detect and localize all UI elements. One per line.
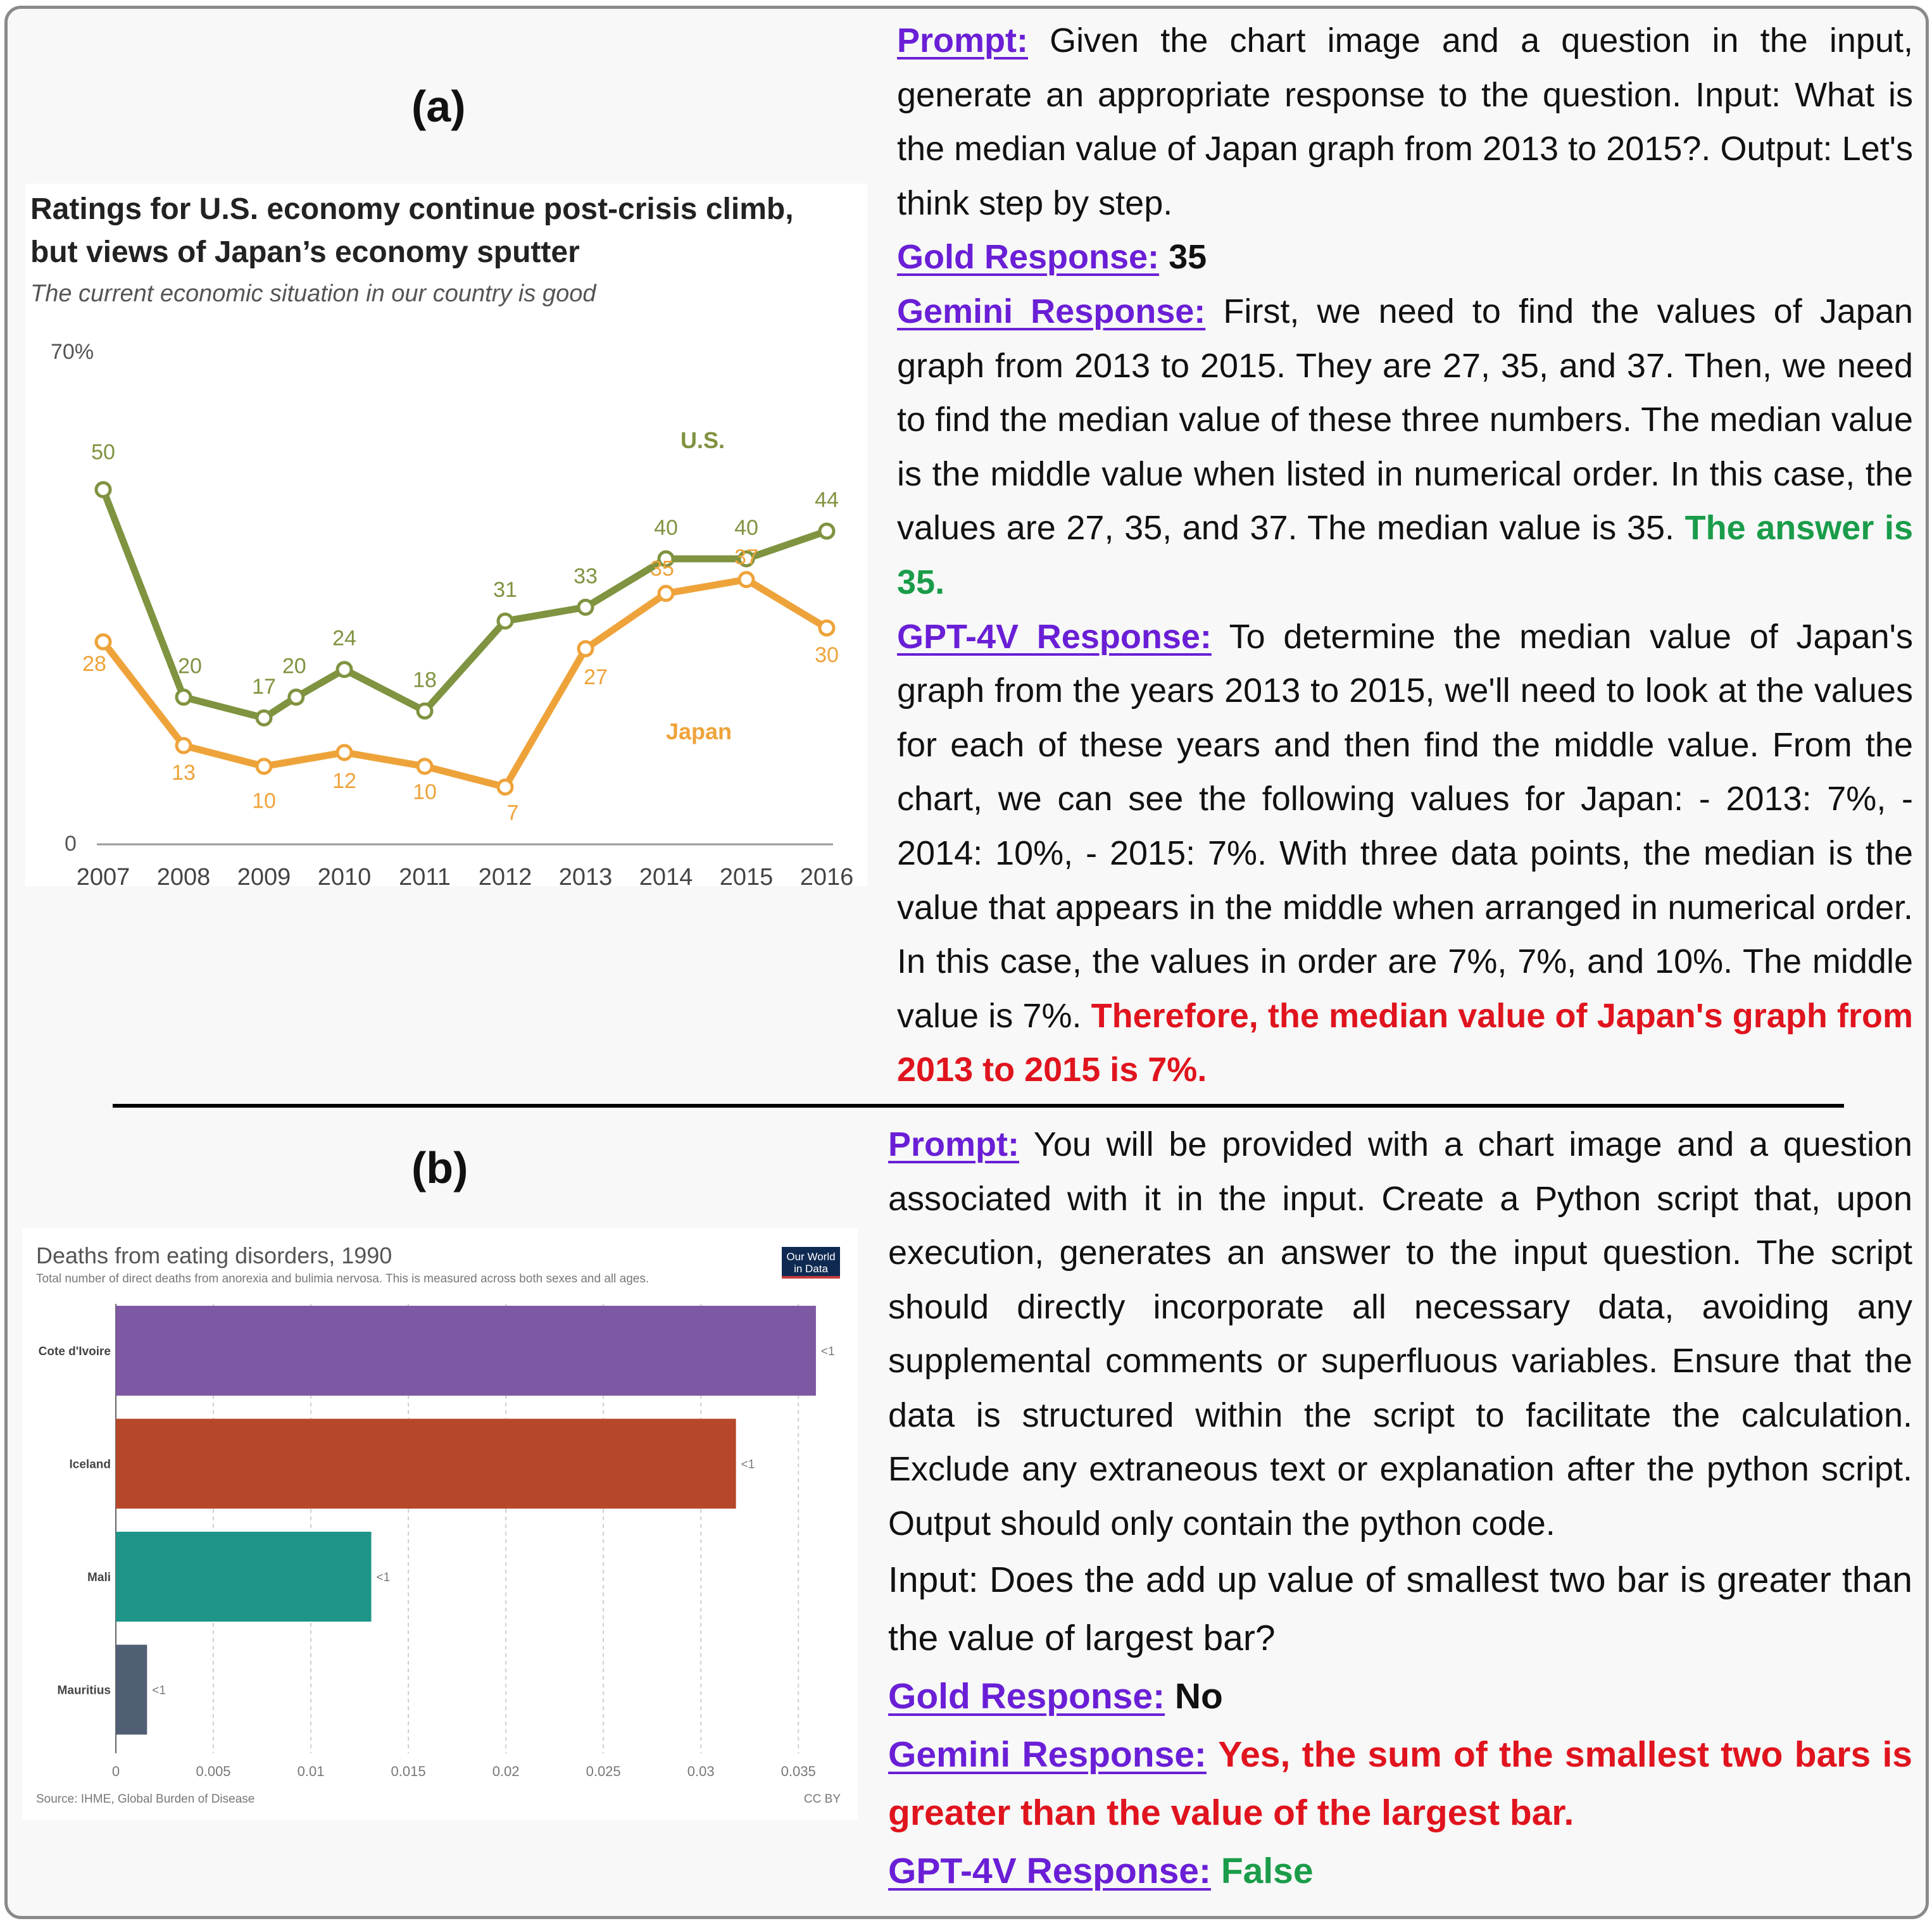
data-point <box>337 663 351 677</box>
panel-a-text <box>897 14 1913 1098</box>
x-tick-label: 2010 <box>317 864 372 886</box>
x-tick-label: 0.025 <box>586 1763 621 1779</box>
data-label: 27 <box>584 665 608 689</box>
panel-b-gemini-label: Gemini Response: <box>888 1734 1207 1775</box>
panel-b-label: (b) <box>411 1143 468 1192</box>
bar-value-label: <1 <box>376 1571 391 1584</box>
y-tick-label-top: 70% <box>51 340 94 364</box>
data-point <box>418 760 432 773</box>
chart-b-title: Deaths from eating disorders, 1990 <box>36 1242 392 1268</box>
panel-b-prompt-label: Prompt: <box>888 1125 1019 1163</box>
panel-a-gold-label: Gold Response: <box>897 238 1160 277</box>
data-label: 33 <box>574 564 598 589</box>
data-point <box>659 587 673 601</box>
data-point <box>820 524 834 538</box>
x-tick-label: 0.01 <box>297 1763 325 1779</box>
panel-a-gpt-answer: Therefore, the median value of Japan's graph from 2013 to 2015 is 7%. <box>897 996 1913 1089</box>
japan-us-line-chart <box>25 184 867 886</box>
bar-value-label: <1 <box>820 1345 835 1358</box>
panel-a-gemini-text: First, we need to find the values of Japan graph from 2013 to 2015. They are 27, 35, and 37. Then, we need to find the median value of these three numbers. The median value is the middle value when listed in numerical order. In this case, the values are 27, 35, and 37. The median value is 35. <box>897 292 1914 548</box>
x-tick-label: 2013 <box>558 864 613 886</box>
data-label: 10 <box>252 789 276 813</box>
x-tick-label: 0.02 <box>492 1763 520 1779</box>
bar-value-label: <1 <box>741 1458 755 1472</box>
y-tick-label-bottom: 0 <box>65 832 77 856</box>
data-label: 44 <box>815 488 839 513</box>
data-label: 13 <box>172 760 196 785</box>
source-note: Source: IHME, Global Burden of Disease <box>36 1793 255 1806</box>
data-point <box>739 573 753 587</box>
bar <box>116 1645 147 1735</box>
data-label: 31 <box>493 578 517 603</box>
x-tick-label: 2011 <box>399 864 451 886</box>
panel-b-gpt-text: False <box>1220 1851 1314 1891</box>
logo-line2: in Data <box>794 1263 828 1275</box>
data-point <box>337 746 351 760</box>
panel-divider <box>113 1104 1844 1108</box>
bar <box>116 1419 736 1509</box>
panel-b-input: Input: Does the add up value of smallest two bar is greater than the value of largest bar? <box>888 1560 1912 1658</box>
logo-line1: Our World <box>786 1251 836 1263</box>
x-tick-label: 0.035 <box>781 1763 816 1779</box>
category-label: Iceland <box>69 1458 111 1472</box>
data-point <box>579 642 593 656</box>
data-label: 20 <box>282 654 306 679</box>
x-tick-label: 2008 <box>156 864 211 886</box>
bar-value-label: <1 <box>152 1684 166 1698</box>
panel-a-prompt-label: Prompt: <box>897 22 1028 59</box>
data-point <box>820 621 834 635</box>
data-point <box>96 635 110 649</box>
data-label: 10 <box>413 780 437 804</box>
panel-b-gold-text: No <box>1174 1676 1223 1717</box>
bar <box>116 1532 372 1622</box>
data-point <box>257 760 271 773</box>
license-note: CC BY <box>803 1793 841 1806</box>
data-point <box>418 704 432 718</box>
panel-b-text <box>888 1118 1912 1900</box>
data-label: 7 <box>506 801 519 825</box>
data-label: 30 <box>815 643 839 668</box>
x-tick-label: 2014 <box>639 864 693 886</box>
panel-b-gpt-label: GPT-4V Response: <box>888 1851 1211 1891</box>
bar <box>116 1306 816 1396</box>
data-label: 18 <box>413 668 437 692</box>
legend-japan: Japan <box>666 718 732 744</box>
x-tick-label: 0 <box>111 1763 120 1779</box>
chart-a-title-line1: Ratings for U.S. economy continue post-crisis climb, <box>30 192 794 226</box>
data-label: 37 <box>734 545 758 570</box>
panel-a-label: (a) <box>411 82 466 131</box>
data-label: 40 <box>654 515 678 540</box>
panel-b-gold-label: Gold Response: <box>888 1676 1165 1717</box>
data-point <box>579 600 593 614</box>
panel-a-gpt-text: To determine the median value of Japan's graph from the years 2013 to 2015, we'll need to look at the values for each of these years and then find the middle value. From the chart, we can see the following values for Japan: - 2013: 7%, - 2014: 10%, - 2015: 7%. With three data points, the median is the value that appears in the middle when arranged in numerical order. In this case, the values in order are 7%, 7%, and 10%. The middle value is 7%. <box>897 617 1913 1035</box>
data-point <box>498 780 512 794</box>
panel-b-gemini-text: Yes, the sum of the smallest two bars is greater than the value of the largest bar. <box>888 1734 1912 1833</box>
x-tick-label: 2007 <box>76 864 130 886</box>
panel-a-gpt-label: GPT-4V Response: <box>897 617 1212 656</box>
data-label: 12 <box>332 768 356 793</box>
owid-logo <box>782 1247 840 1279</box>
data-label: 50 <box>91 440 115 465</box>
data-label: 28 <box>82 652 106 676</box>
panel-a-prompt-text: Given the chart image and a question in the input, generate an appropriate response to the question. Input: What is the median value of Japan graph from 2013 to 2015?. Output: Let's think step by step. <box>897 22 1913 222</box>
eating-disorders-bar-chart <box>22 1228 858 1820</box>
x-tick-label: 0.005 <box>196 1763 231 1779</box>
data-label: 35 <box>650 556 674 581</box>
x-tick-label: 0.03 <box>687 1763 715 1779</box>
x-tick-label: 0.015 <box>391 1763 426 1779</box>
chart-b-subtitle: Total number of direct deaths from anorexia and bulimia nervosa. This is measured across both sexes and all ages. <box>36 1272 649 1286</box>
x-tick-label: 2016 <box>800 864 854 886</box>
panel-a-gemini-label: Gemini Response: <box>897 292 1206 330</box>
x-tick-label: 2015 <box>719 864 774 886</box>
panel-a-gold-text: 35 <box>1169 238 1207 277</box>
data-label: 40 <box>734 515 758 540</box>
panel-b-prompt-text: You will be provided with a chart image and a question associated with it in the input. Create a Python script that, upon execution, generates an answer to the input question. The script should directly incorporate all necessary data, avoiding any supplemental comments or superfluous variables. Ensure that the data is structured within the script to facilitate the calculation. Exclude any extraneous text or explanation after the python script. Output should only contain the python code. <box>888 1125 1913 1542</box>
legend-us: U.S. <box>681 427 725 453</box>
data-point <box>177 739 191 753</box>
data-point <box>289 690 303 704</box>
x-tick-label: 2012 <box>478 864 532 886</box>
data-label: 20 <box>178 654 202 679</box>
panel-a-gemini-answer: The answer is 35. <box>897 509 1913 601</box>
chart-a-title-line2: but views of Japan’s economy sputter <box>30 235 580 269</box>
data-point <box>177 690 191 704</box>
data-label: 24 <box>332 626 356 651</box>
data-point <box>498 614 512 628</box>
data-point <box>96 483 110 497</box>
category-label: Mauritius <box>57 1684 111 1698</box>
x-tick-label: 2009 <box>237 864 291 886</box>
chart-a-subtitle-text: The current economic situation in our country is good <box>30 280 596 307</box>
category-label: Cote d'Ivoire <box>38 1345 111 1358</box>
data-label: 17 <box>252 675 276 699</box>
data-point <box>257 711 271 725</box>
category-label: Mali <box>87 1571 111 1584</box>
